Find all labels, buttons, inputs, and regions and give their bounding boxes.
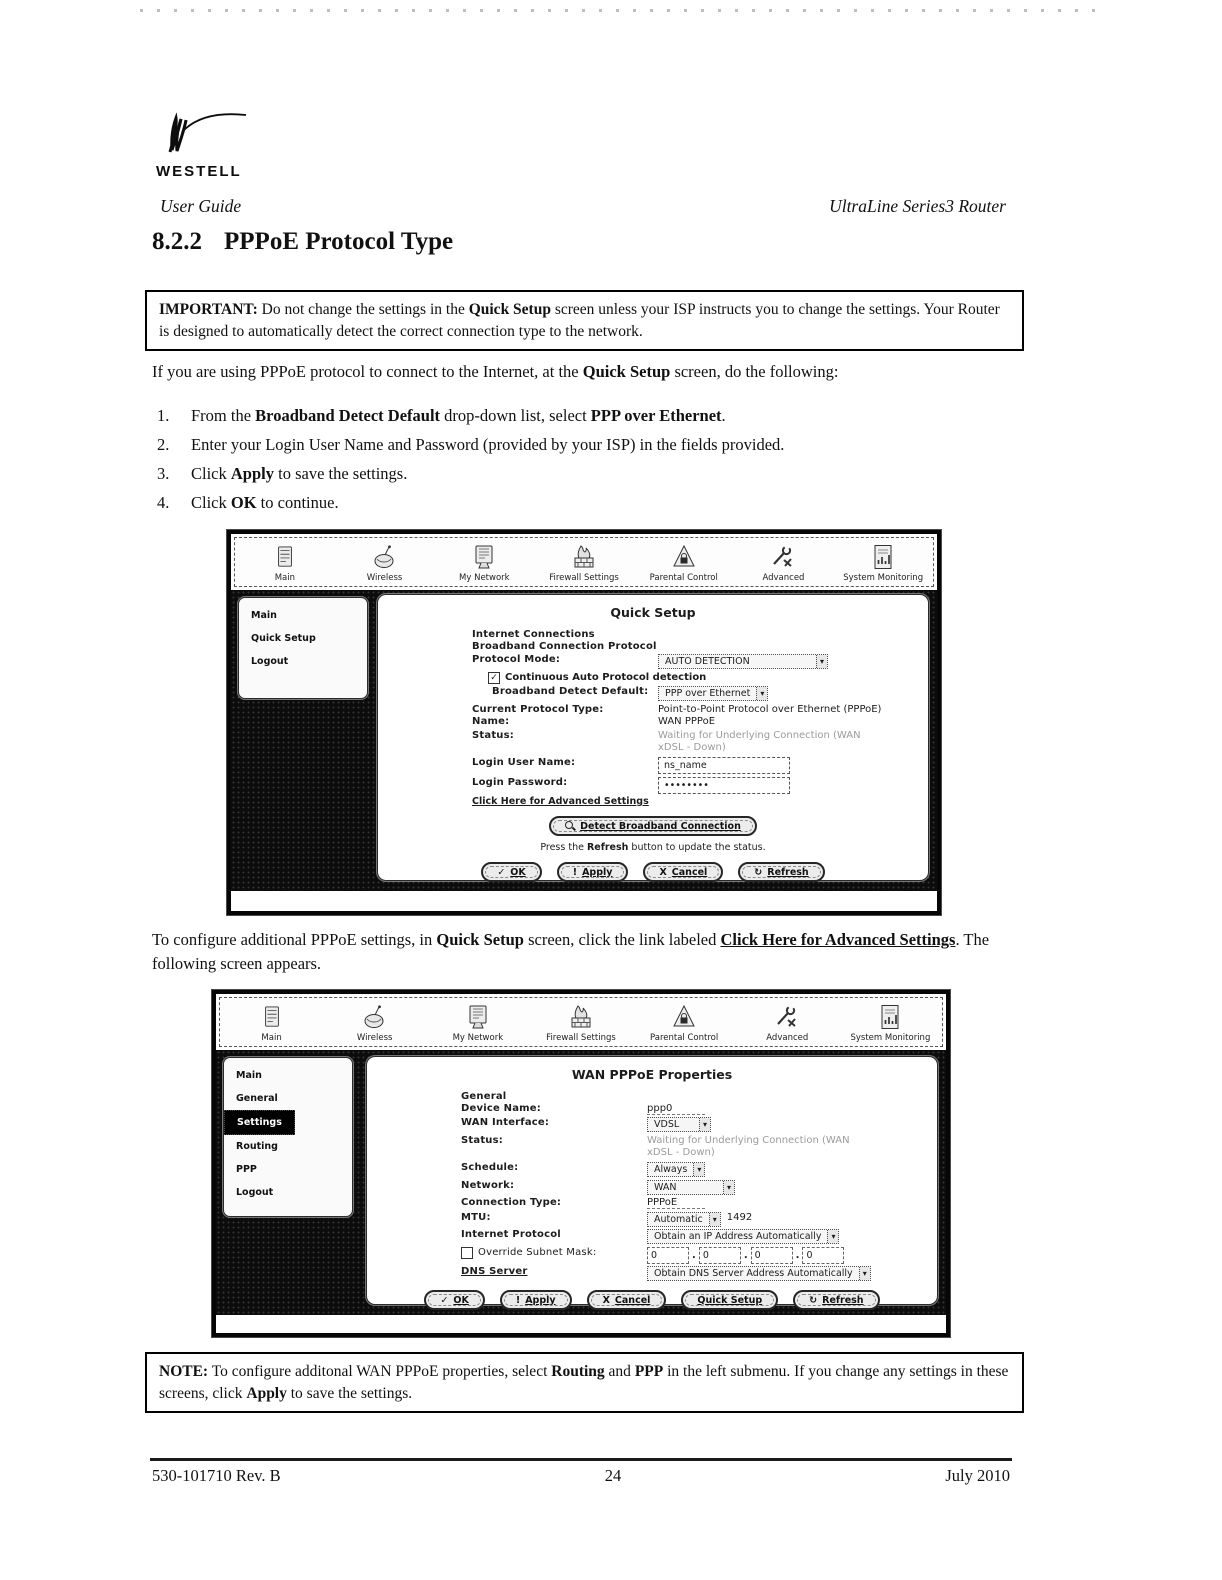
octet-input[interactable]: 0 [647, 1247, 689, 1264]
x-icon: X [602, 1294, 610, 1306]
nav-item-parental-control[interactable]: Parental Control [633, 998, 736, 1046]
refresh-hint: Press the Refresh button to update the status. [540, 842, 766, 853]
current-protocol-label: Current Protocol Type: [472, 703, 604, 715]
important-label: IMPORTANT: [159, 301, 258, 318]
panel-title: Quick Setup [610, 605, 696, 620]
wireless-icon [362, 1002, 388, 1032]
parental-control-icon [672, 542, 696, 572]
step-4: 4. Click OK to continue. [157, 493, 339, 512]
doc-type: User Guide [160, 196, 242, 216]
refresh-button[interactable]: ↻ Refresh [793, 1290, 879, 1310]
westell-logo-mark [156, 110, 248, 158]
network-label: Network: [461, 1179, 515, 1191]
nav-item-system-monitoring[interactable]: System Monitoring [839, 998, 942, 1046]
wan-pppoe-body [216, 1050, 946, 1315]
chevron-down-icon: ▾ [723, 1181, 734, 1194]
step-2: 2. Enter your Login User Name and Password (provided by your ISP) in the fields provided. [157, 435, 785, 454]
apply-button[interactable]: ! Apply [557, 862, 629, 882]
step-3: 3. Click Apply to save the settings. [157, 464, 408, 483]
nav-item-my-network[interactable]: My Network [426, 998, 529, 1046]
quick-setup-body [231, 590, 937, 891]
schedule-select[interactable]: Always ▾ [647, 1162, 705, 1177]
nav-item-firewall-settings[interactable]: Firewall Settings [529, 998, 632, 1046]
nav-item-advanced[interactable]: Advanced [736, 998, 839, 1046]
firewall-settings-icon [571, 542, 597, 572]
sidebar-item-logout[interactable]: Logout [251, 656, 289, 667]
schedule-label: Schedule: [461, 1162, 519, 1173]
ok-button[interactable]: ✓ OK [481, 862, 541, 882]
status-label: Status: [461, 1134, 503, 1146]
status-value: Waiting for Underlying Connection (WAN xDSL - Down) [647, 1134, 850, 1158]
network-select[interactable]: WAN ▾ [647, 1180, 735, 1195]
wan-interface-select[interactable]: VDSL ▾ [647, 1117, 711, 1132]
dns-server-link[interactable]: DNS Server [461, 1266, 528, 1277]
protocol-mode-label: Protocol Mode: [472, 654, 561, 665]
sidebar-item-main[interactable]: Main [251, 610, 277, 621]
protocol-mode-select[interactable]: AUTO DETECTION ▾ [658, 654, 828, 669]
quick-setup-panel [377, 594, 929, 881]
firewall-settings-icon [568, 1002, 594, 1032]
panel-title: WAN PPPoE Properties [571, 1067, 733, 1082]
my-network-icon [472, 542, 496, 572]
check-icon: ✓ [440, 1294, 449, 1306]
apply-button[interactable]: ! Apply [500, 1290, 572, 1310]
connection-type-label: Connection Type: [461, 1197, 562, 1208]
mtu-select[interactable]: Automatic ▾ [647, 1212, 721, 1227]
footer-rule [150, 1458, 1012, 1461]
chevron-down-icon: ▾ [827, 1230, 838, 1243]
octet-input[interactable]: 0 [751, 1247, 793, 1264]
login-user-input[interactable]: ns_name [658, 757, 790, 774]
sidebar [238, 597, 368, 699]
broadband-detect-default-label: Broadband Detect Default: [492, 686, 649, 697]
login-password-label: Login Password: [472, 776, 568, 788]
westell-logo [156, 110, 248, 180]
doc-date: July 2010 [945, 1466, 1010, 1485]
general-heading: General [461, 1091, 507, 1102]
section-name: PPPoE Protocol Type [224, 228, 454, 255]
nav-item-wireless[interactable]: Wireless [323, 998, 426, 1046]
magnifier-icon [565, 821, 575, 831]
sidebar-item-routing[interactable]: Routing [236, 1141, 278, 1152]
wan-pppoe-screenshot [212, 990, 950, 1337]
nav-item-system-monitoring[interactable]: System Monitoring [833, 538, 933, 586]
advanced-settings-link[interactable]: Click Here for Advanced Settings [472, 796, 649, 807]
top-nav [219, 997, 943, 1047]
wireless-icon [372, 542, 398, 572]
sidebar-item-general[interactable]: General [236, 1093, 278, 1104]
system-monitoring-icon [879, 1002, 901, 1032]
top-nav [234, 537, 934, 587]
westell-wordmark: WESTELL [156, 163, 242, 180]
note-box: NOTE: To configure additonal WAN PPPoE properties, select Routing and PPP in the left submenu. If you change any settings in these screens, click Apply to save the settings. [145, 1352, 1024, 1413]
sidebar-item-main[interactable]: Main [236, 1070, 262, 1081]
page-number: 24 [604, 1466, 622, 1485]
exclamation-icon: ! [572, 866, 578, 878]
sidebar-item-logout[interactable]: Logout [236, 1187, 274, 1198]
check-icon: ✓ [497, 866, 506, 878]
chevron-down-icon: ▾ [756, 687, 767, 700]
nav-item-wireless[interactable]: Wireless [335, 538, 435, 586]
nav-item-my-network[interactable]: My Network [434, 538, 534, 586]
chevron-down-icon: ▾ [699, 1118, 710, 1131]
scan-noise [140, 9, 1100, 12]
note-label: NOTE: [159, 1363, 209, 1380]
chevron-down-icon: ▾ [816, 655, 827, 668]
status-label: Status: [472, 729, 514, 741]
broadband-protocol-heading: Broadband Connection Protocol [472, 640, 657, 652]
internet-protocol-select[interactable]: Obtain an IP Address Automatically ▾ [647, 1229, 839, 1244]
cancel-button[interactable]: X Cancel [587, 1290, 667, 1310]
chevron-down-icon: ▾ [859, 1267, 870, 1280]
octet-input[interactable]: 0 [802, 1247, 844, 1264]
sidebar-item-quick-setup[interactable]: Quick Setup [251, 633, 316, 644]
continuous-auto-checkbox[interactable]: ✓ [488, 672, 500, 684]
x-icon: X [659, 866, 667, 878]
refresh-button[interactable]: ↻ Refresh [738, 862, 824, 882]
doc-number: 530-101710 Rev. B [152, 1466, 281, 1485]
parental-control-icon [672, 1002, 696, 1032]
system-monitoring-icon [872, 542, 894, 572]
main-icon [261, 1002, 283, 1032]
wan-interface-label: WAN Interface: [461, 1117, 550, 1128]
internet-connections-heading: Internet Connections [472, 629, 595, 640]
name-value: WAN PPPoE [658, 716, 716, 727]
sidebar-item-settings[interactable]: Settings [224, 1110, 295, 1135]
nav-item-advanced[interactable]: Advanced [734, 538, 834, 586]
device-name-value: ppp0 [647, 1103, 705, 1115]
quick-setup-screenshot [227, 530, 941, 915]
product-name: UltraLine Series3 Router [829, 196, 1006, 216]
login-password-input[interactable]: •••••••• [658, 777, 790, 794]
main-icon [274, 542, 296, 572]
mtu-size-value: 1492 [726, 1211, 753, 1223]
important-box: IMPORTANT: Do not change the settings in the Quick Setup screen unless your ISP instructs you to change the settings. Your Router is designed to automatically detect the correct connection type to the network. [145, 290, 1024, 351]
advanced-icon [770, 542, 796, 572]
footer [152, 1466, 1010, 1486]
step-1: 1. From the Broadband Detect Default drop-down list, select PPP over Ethernet. [157, 406, 726, 425]
page-title [152, 228, 453, 256]
octet-input[interactable]: 0 [699, 1247, 741, 1264]
continuous-auto-label: Continuous Auto Protocol detection [505, 671, 707, 683]
advanced-settings-paragraph: To configure additional PPPoE settings, in Quick Setup screen, click the link labeled Click Here for Advanced Settings. The following screen appears. [152, 930, 990, 973]
intro-paragraph: If you are using PPPoE protocol to connect to the Internet, at the Quick Setup screen, do the following: [152, 362, 839, 381]
detect-broadband-button[interactable]: Detect Broadband Connection [549, 816, 757, 836]
cancel-button[interactable]: X Cancel [643, 862, 723, 882]
nav-item-main[interactable]: Main [235, 538, 335, 586]
sidebar-item-ppp[interactable]: PPP [236, 1164, 257, 1175]
exclamation-icon: ! [515, 1294, 521, 1306]
ok-button[interactable]: ✓ OK [424, 1290, 484, 1310]
my-network-icon [466, 1002, 490, 1032]
nav-item-firewall-settings[interactable]: Firewall Settings [534, 538, 634, 586]
current-protocol-value: Point-to-Point Protocol over Ethernet (PPPoE) [658, 703, 882, 715]
refresh-icon: ↻ [754, 866, 763, 878]
connection-type-value: PPPoE [647, 1197, 705, 1209]
internet-protocol-label: Internet Protocol [461, 1229, 561, 1240]
step-list [157, 406, 784, 522]
dns-server-select[interactable]: Obtain DNS Server Address Automatically ▾ [647, 1266, 871, 1281]
wan-pppoe-panel [366, 1056, 938, 1305]
quick-setup-button[interactable]: Quick Setup [681, 1290, 778, 1310]
name-label: Name: [472, 716, 510, 727]
doc-header [160, 196, 1006, 217]
refresh-icon: ↻ [809, 1294, 818, 1306]
status-value: Waiting for Underlying Connection (WAN xDSL - Down) [658, 729, 861, 753]
section-number: 8.2.2 [152, 228, 202, 255]
mtu-label: MTU: [461, 1211, 491, 1223]
subnet-mask-octets: 0 . 0 . 0 . 0 [647, 1247, 844, 1264]
chevron-down-icon: ▾ [693, 1163, 704, 1176]
nav-item-parental-control[interactable]: Parental Control [634, 538, 734, 586]
advanced-icon [774, 1002, 800, 1032]
chevron-down-icon: ▾ [709, 1213, 720, 1226]
override-subnet-checkbox[interactable] [461, 1247, 473, 1259]
broadband-detect-default-select[interactable]: PPP over Ethernet ▾ [658, 686, 768, 701]
device-name-label: Device Name: [461, 1102, 541, 1114]
login-user-label: Login User Name: [472, 757, 576, 768]
nav-item-main[interactable]: Main [220, 998, 323, 1046]
sidebar [223, 1057, 353, 1217]
override-subnet-label: Override Subnet Mask: [478, 1247, 597, 1258]
